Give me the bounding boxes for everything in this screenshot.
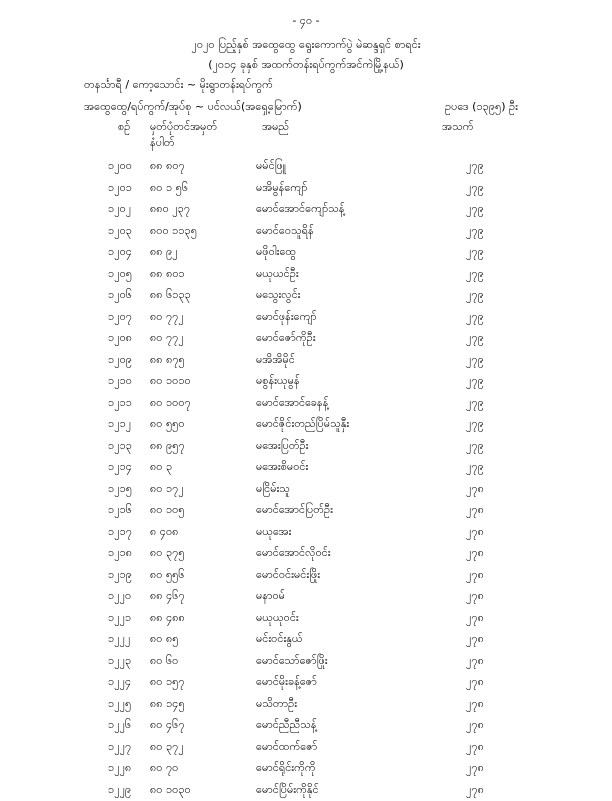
cell-id: ၈၀ ၁၅၇ xyxy=(150,675,185,691)
cell-count: ၂၇၈ xyxy=(466,525,484,541)
cell-count: ၂၇၈ xyxy=(466,632,484,648)
cell-serial: ၁၂၁၅ xyxy=(108,482,132,498)
cell-serial: ၁၂၁၀ xyxy=(108,374,132,390)
cell-id: ၈၀ ၁ ၅၆ xyxy=(150,181,188,197)
cell-serial: ၁၂၀၂ xyxy=(108,202,131,218)
cell-count: ၂၇၉ xyxy=(466,245,484,261)
table-row xyxy=(0,199,612,221)
cell-serial: ၁၂၀၁ xyxy=(108,181,132,197)
cell-id: ၈၀ ၁၀၁၀ xyxy=(150,374,191,390)
table-row xyxy=(0,371,612,393)
cell-id: ၈၈ ၉၅၇ xyxy=(150,439,185,455)
cell-count: ၂၇၉ xyxy=(466,460,484,476)
region-label: တနင်္သာရီ / ကော့သောင်း ~ မိုးရွာတန်းရပ်ကွက် xyxy=(84,78,273,94)
cell-name: မမ်င်ဖြူ xyxy=(256,159,286,175)
cell-count: ၂၇၉ xyxy=(466,396,484,412)
cell-count: ၂၇၈ xyxy=(466,783,484,799)
cell-serial: ၁၂၁၁ xyxy=(108,396,132,412)
cell-id: ၈၀ ၁၀၀၇ xyxy=(150,396,191,412)
cell-serial: ၁၂၀၅ xyxy=(108,267,132,283)
date-label: ဥပဒေ (၁၃၉၅) ဦး xyxy=(445,100,518,116)
table-row xyxy=(0,328,612,350)
cell-serial: ၁၂၂၈ xyxy=(108,761,131,777)
cell-serial: ၁၂၁၆ xyxy=(108,503,132,519)
cell-name: မအိအိမိုင် xyxy=(256,353,295,369)
cell-name: မောင်အောင်ပြတ်ဦး xyxy=(256,503,333,519)
table-row xyxy=(0,780,612,801)
cell-name: မယုအေး xyxy=(256,525,291,541)
table-row xyxy=(0,178,612,200)
cell-id: ၈၈ ၈၇၅ xyxy=(150,353,185,369)
cell-id: ၈၀ ၃ xyxy=(150,460,172,476)
cell-serial: ၁၂၁၈ xyxy=(108,546,132,562)
table-row xyxy=(0,307,612,329)
table-row xyxy=(0,264,612,286)
table-row xyxy=(0,737,612,759)
table-row xyxy=(0,758,612,780)
cell-serial: ၁၂၀၈ xyxy=(108,331,132,347)
table-row xyxy=(0,156,612,178)
cell-name: မောင်ဇော်ကိုဦး xyxy=(256,331,316,347)
cell-id: ၈၈ ၄၈၈ xyxy=(150,611,185,627)
table-row xyxy=(0,479,612,501)
cell-id: ၈၀ ၅၅၀ xyxy=(150,417,185,433)
cell-count: ၂၇၈ xyxy=(466,697,484,713)
cell-count: ၂၇၉ xyxy=(466,439,484,455)
cell-name: မောင်အောင်ခေနန့် xyxy=(256,396,328,412)
cell-count: ၂၇၈ xyxy=(466,482,484,498)
cell-name: မသိတာဦး xyxy=(256,697,297,713)
cell-count: ၂၇၉ xyxy=(466,374,484,390)
cell-id: ၈၀၀ ၁၁၃၅ xyxy=(150,224,197,240)
table-row xyxy=(0,565,612,587)
cell-name: မောင်ဝေသူရိန် xyxy=(256,224,314,240)
cell-name: မအိမွန်ကျော် xyxy=(256,181,307,197)
cell-count: ၂၇၈ xyxy=(466,761,484,777)
cell-count: ၂၇၉ xyxy=(466,331,484,347)
cell-count: ၂၇၈ xyxy=(466,546,484,562)
column-header-id-sub: နံပါတ် xyxy=(150,136,175,152)
document-subtitle: (၂၀၁၄ ခုနှစ် အထက်တန်းရပ်ကွက်အင်ကဲမြို့နယ်) xyxy=(0,58,612,74)
cell-serial: ၁၂၂၇ xyxy=(108,740,131,756)
cell-serial: ၁၂၂၆ xyxy=(108,718,131,734)
cell-id: ၈၀ ၁၀၅ xyxy=(150,503,185,519)
cell-serial: ၁၂၁၃ xyxy=(108,439,132,455)
table-row xyxy=(0,350,612,372)
cell-id: ၈၀ ၇၀ xyxy=(150,761,178,777)
cell-id: ၈၀ ၆၀ xyxy=(150,654,178,670)
cell-serial: ၁၂၀၀ xyxy=(108,159,132,175)
cell-serial: ၁၂၀၉ xyxy=(108,353,132,369)
cell-id: ၈၀ ၇၇၂ xyxy=(150,331,184,347)
cell-name: မဖိုဝါးထွေ xyxy=(256,245,296,261)
page-number: - ၄၀ - xyxy=(0,14,612,30)
table-row xyxy=(0,522,612,544)
table-row xyxy=(0,629,612,651)
table-row xyxy=(0,651,612,673)
table-row xyxy=(0,586,612,608)
cell-name: မောင်ညီညီသန့် xyxy=(256,718,316,734)
cell-count: ၂၇၉ xyxy=(466,202,484,218)
cell-id: ၈၀ ၁၇၂ xyxy=(150,482,184,498)
table-row xyxy=(0,285,612,307)
column-header-name: အမည် xyxy=(262,120,289,136)
cell-name: မောင်သော်ဇော်ဖြိုး xyxy=(256,654,328,670)
cell-name: မောင်အောင်ကျော်သန့် xyxy=(256,202,344,218)
column-header-count: အသက် xyxy=(442,120,474,136)
cell-serial: ၁၂၀၆ xyxy=(108,288,132,304)
document-title: ၂၀၂၀ ပြည့်နှစ် အထွေထွေ ရွေးကောက်ပွဲ မဲဆန္ဒရှင် စာရင်း xyxy=(0,38,612,54)
column-header-id: မှတ်ပုံတင်အမှတ် xyxy=(150,120,217,136)
cell-serial: ၁၂၀၄ xyxy=(108,245,132,261)
cell-serial: ၁၂၂၀ xyxy=(108,589,131,605)
cell-count: ၂၇၉ xyxy=(466,224,484,240)
cell-name: မယုယုဝင်း xyxy=(256,611,299,627)
cell-id: ၈၈ ၁၄၅ xyxy=(150,697,185,713)
cell-id: ၈၈ ၉၂ xyxy=(150,245,178,261)
cell-name: မောင်ဇိုင်းတည်ပြိမ်သူနှီး xyxy=(256,417,349,433)
cell-count: ၂၇၉ xyxy=(466,417,484,433)
cell-id: ၈၀ ၃၇၅ xyxy=(150,546,185,562)
cell-count: ၂၇၉ xyxy=(466,353,484,369)
cell-serial: ၁၂၁၄ xyxy=(108,460,132,476)
cell-serial: ၁၂၀၃ xyxy=(108,224,132,240)
cell-name: မောင်ထက်ဇော် xyxy=(256,740,317,756)
cell-serial: ၁၂၂၂ xyxy=(108,632,130,648)
column-header-serial: စဉ် xyxy=(118,120,130,136)
cell-id: ၈၀ ၁၀၃၀ xyxy=(150,783,191,799)
cell-id: ၈၀ ၃၇၂ xyxy=(150,740,184,756)
cell-name: မအေးပြတ်ဦး xyxy=(256,439,308,455)
cell-name: မောင်အောင်လိုဝင်း xyxy=(256,546,331,562)
cell-name: မောင်မိုးခန့်ဇော် xyxy=(256,675,317,691)
cell-count: ၂၇၈ xyxy=(466,654,484,670)
cell-name: မငြိမ်းသူ xyxy=(256,482,290,498)
table-row xyxy=(0,543,612,565)
cell-serial: ၁၂၂၅ xyxy=(108,697,131,713)
cell-name: မစွန်းယုမွန် xyxy=(256,374,300,390)
cell-id: ၈၈ ၈၀၁ xyxy=(150,267,185,283)
cell-serial: ၁၂၂၁ xyxy=(108,611,131,627)
cell-count: ၂၇၈ xyxy=(466,718,484,734)
cell-name: မင်းဝင်းနွယ် xyxy=(256,632,303,648)
cell-name: မနာဝမ် xyxy=(256,589,285,605)
cell-serial: ၁၂၁၇ xyxy=(108,525,132,541)
table-row xyxy=(0,436,612,458)
table-row xyxy=(0,715,612,737)
table-row xyxy=(0,221,612,243)
cell-id: ၈၈ ၄၆၇ xyxy=(150,589,185,605)
cell-name: မောင်ရိုင်းကိုကို xyxy=(256,761,316,777)
cell-serial: ၁၂၁၂ xyxy=(108,417,131,433)
cell-count: ၂၇၉ xyxy=(466,159,484,175)
cell-serial: ၁၂၂၄ xyxy=(108,675,131,691)
cell-name: မောင်ဖုန်းကျော် xyxy=(256,310,317,326)
cell-count: ၂၇၈ xyxy=(466,611,484,627)
table-row xyxy=(0,457,612,479)
district-label: အထွေထွေ/ရပ်ကွက်/အုပ်စု ~ ပင်လယ်(အရှေ့မြောက်) xyxy=(84,100,302,116)
cell-id: ၈ ၄၀၈ xyxy=(150,525,178,541)
cell-count: ၂၇၈ xyxy=(466,675,484,691)
cell-serial: ၁၂၁၉ xyxy=(108,568,132,584)
cell-count: ၂၇၉ xyxy=(466,267,484,283)
cell-id: ၈၈ ၈၀၇ xyxy=(150,159,185,175)
cell-count: ၂၇၉ xyxy=(466,310,484,326)
cell-name: မောင်ဝင်းမင်းဖြိုး xyxy=(256,568,320,584)
cell-serial: ၁၂၂၃ xyxy=(108,654,131,670)
cell-name: မအေးစိမဝင်း xyxy=(256,460,308,476)
cell-id: ၈၈၀ ၂၃၇ xyxy=(150,202,190,218)
cell-count: ၂၇၉ xyxy=(466,181,484,197)
cell-serial: ၁၂၀၇ xyxy=(108,310,132,326)
cell-name: မယုယင်ဦး xyxy=(256,267,299,283)
table-row xyxy=(0,414,612,436)
cell-id: ၈၀ ၄၆၇ xyxy=(150,718,185,734)
cell-id: ၈၀ ၈၅ xyxy=(150,632,178,648)
cell-count: ၂၇၈ xyxy=(466,503,484,519)
table-row xyxy=(0,500,612,522)
cell-name: မသွေးလွင်း xyxy=(256,288,300,304)
cell-count: ၂၇၈ xyxy=(466,740,484,756)
cell-id: ၈၀ ၅၅၆ xyxy=(150,568,185,584)
cell-id: ၈၀ ၇၇၂ xyxy=(150,310,184,326)
cell-count: ၂၇၈ xyxy=(466,589,484,605)
table-row xyxy=(0,608,612,630)
table-row xyxy=(0,672,612,694)
voter-table xyxy=(0,156,612,801)
cell-serial: ၁၂၂၉ xyxy=(108,783,131,799)
cell-name: မောင်ပြိမ်းကိုနိုင် xyxy=(256,783,319,799)
table-row xyxy=(0,393,612,415)
cell-count: ၂၇၉ xyxy=(466,288,484,304)
cell-id: ၈၈ ၆၁၃၃ xyxy=(150,288,191,304)
table-row xyxy=(0,242,612,264)
table-row xyxy=(0,694,612,716)
cell-count: ၂၇၈ xyxy=(466,568,484,584)
